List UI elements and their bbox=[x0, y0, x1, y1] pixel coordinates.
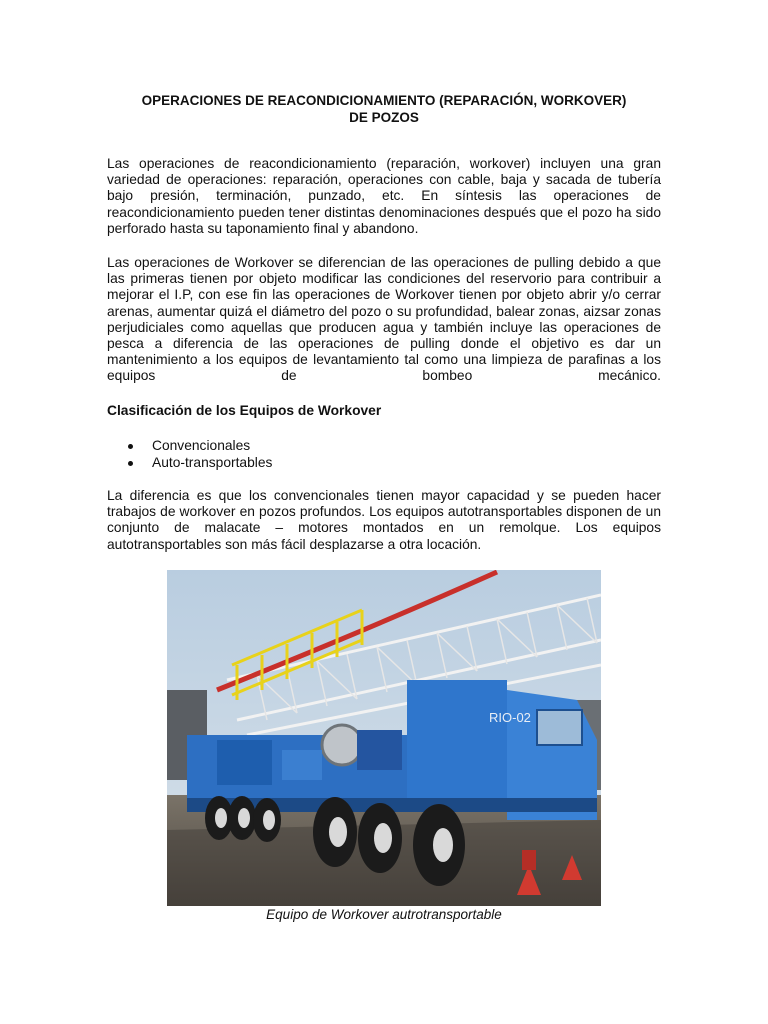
workover-rig-photo bbox=[167, 570, 601, 906]
title-line-2: DE POZOS bbox=[349, 110, 419, 125]
list-item bbox=[125, 437, 272, 454]
paragraph-difference: La diferencia es que los convencionales tienen mayor capacidad y se pueden hacer trabajos de workover en pozos profundos. Los equipos autotransportables disponen de un conjunto de malacate – motores montados en un remolque. Los equipos autotransportables son más fácil desplazarse a otra locación. bbox=[107, 488, 661, 552]
list-item-label: Auto-transportables bbox=[152, 455, 273, 470]
paragraph-workover-vs-pulling: Las operaciones de Workover se diferencian de las operaciones de pulling debido a que las primeras tienen por objeto modificar las condiciones del reservorio para contribuir a mejorar el I.P, con ese fin las operaciones de Workover tienen por objeto abrir y/o cerrar arenas, aumentar quizá el diámetro del pozo o su profundidad, balear zonas, aizsar zonas perjudiciales como aquellas que producen agua y también incluye las operaciones de pesca a diferencia de las operaciones de pulling donde el objetivo es dar un mantenimiento a los equipos de levantamiento tal como una limpieza de parafinas a los equipos de bombeo mecánico. bbox=[107, 255, 661, 384]
document-title bbox=[107, 92, 661, 126]
paragraph-intro: Las operaciones de reacondicionamiento (reparación, workover) incluyen una gran variedad de operaciones: reparación, operaciones con cable, baja y sacada de tubería bajo presión, terminación, punzado, etc. En síntesis las operaciones de reacondicionamiento pueden tener distintas denominaciones después que el pozo ha sido perforado hasta su taponamiento final y abandono. bbox=[107, 156, 661, 236]
bullet-icon bbox=[128, 461, 133, 466]
list-item bbox=[125, 454, 272, 471]
list-item-label: Convencionales bbox=[152, 438, 251, 453]
bullet-icon bbox=[128, 444, 133, 449]
classification-list bbox=[125, 437, 272, 471]
title-line-1: OPERACIONES DE REACONDICIONAMIENTO (REPARACIÓN, WORKOVER) bbox=[141, 93, 627, 108]
figure-caption: Equipo de Workover autrotransportable bbox=[266, 907, 502, 922]
truck-label: RIO-02 bbox=[489, 710, 531, 725]
section-heading: Clasificación de los Equipos de Workover bbox=[107, 403, 382, 418]
